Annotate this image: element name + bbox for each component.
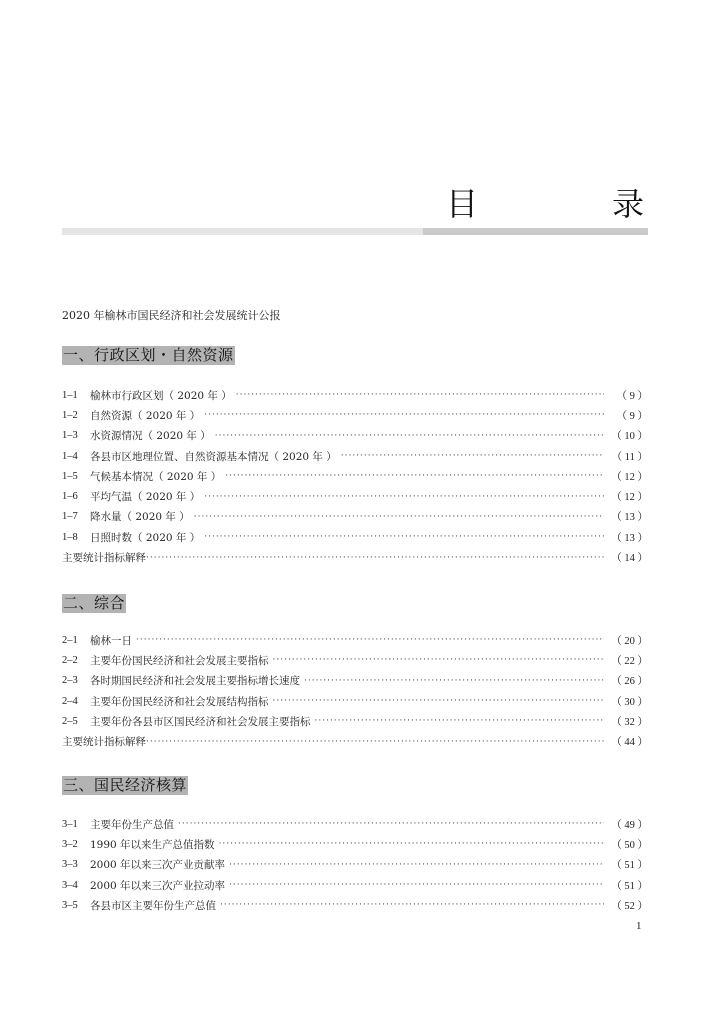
entry-title: 日照时数（ 2020 年 ） <box>90 531 201 544</box>
section-1 <box>62 345 648 565</box>
entry-title: 自然资源（ 2020 年 ） <box>90 409 201 422</box>
entry-number: 2–4 <box>62 695 78 707</box>
entry-page: （ 32 ） <box>611 716 648 728</box>
toc-entry[interactable] <box>62 855 648 875</box>
entry-number: 1–4 <box>62 450 78 462</box>
entry-number: 1–5 <box>62 470 78 482</box>
toc-entry[interactable] <box>62 895 648 915</box>
entry-page: （ 51 ） <box>611 880 648 892</box>
entry-page: （ 30 ） <box>611 696 648 708</box>
toc-entry[interactable] <box>62 405 648 425</box>
entry-page: （ 50 ） <box>611 839 648 851</box>
dot-leader <box>215 431 604 441</box>
entry-title: 主要统计指标解释 <box>62 552 146 565</box>
entry-page: （ 22 ） <box>611 655 648 667</box>
entry-title: 各县市区主要年份生产总值 <box>90 899 216 912</box>
entry-title: 各县市区地理位置、自然资源基本情况（ 2020 年 ） <box>90 450 337 463</box>
toc-entry[interactable] <box>62 650 648 670</box>
entry-page: （ 51 ） <box>611 860 648 872</box>
dot-leader <box>273 655 605 665</box>
entry-number: 2–2 <box>62 654 78 666</box>
toc-list <box>62 814 648 915</box>
toc-entry[interactable] <box>62 446 648 466</box>
entry-number: 1–7 <box>62 511 78 523</box>
dot-leader <box>194 512 604 522</box>
entry-title: 1990 年以来生产总值指数 <box>90 838 215 851</box>
entry-title: 主要年份国民经济和社会发展主要指标 <box>90 654 269 667</box>
dot-leader <box>229 880 604 890</box>
entry-number: 1–6 <box>62 491 78 503</box>
entry-page: （ 13 ） <box>611 532 648 544</box>
dot-leader <box>204 532 604 542</box>
dot-leader <box>236 390 604 400</box>
dot-leader <box>304 676 604 686</box>
toc-entry[interactable] <box>62 630 648 650</box>
toc-entry[interactable] <box>62 466 648 486</box>
toc-list <box>62 385 648 568</box>
section-heading: 二、综合 <box>63 594 126 612</box>
entry-title: 气候基本情况（ 2020 年 ） <box>90 470 222 483</box>
entry-number: 2–5 <box>62 715 78 727</box>
toc-title-char-1: 目 <box>446 185 479 223</box>
entry-title: 主要年份生产总值 <box>90 818 174 831</box>
entry-page: （ 13 ） <box>611 512 648 524</box>
entry-page: （ 10 ） <box>611 431 648 443</box>
entry-number: 3–3 <box>62 859 78 871</box>
toc-entry[interactable] <box>62 486 648 506</box>
toc-title <box>0 186 727 226</box>
entry-page: （ 26 ） <box>611 676 648 688</box>
section-2 <box>62 593 648 749</box>
toc-entry[interactable] <box>62 671 648 691</box>
entry-title: 平均气温（ 2020 年 ） <box>90 491 201 504</box>
entry-number: 3–1 <box>62 818 78 830</box>
entry-title: 榆林一日 <box>90 634 132 647</box>
dot-leader <box>136 635 604 645</box>
toc-entry[interactable] <box>62 834 648 854</box>
entry-number: 3–4 <box>62 879 78 891</box>
dot-leader <box>225 471 604 481</box>
title-underline-light <box>62 228 423 235</box>
entry-title: 降水量（ 2020 年 ） <box>90 511 190 524</box>
dot-leader <box>273 696 605 706</box>
entry-title: 各时期国民经济和社会发展主要指标增长速度 <box>90 675 300 688</box>
dot-leader <box>204 492 604 502</box>
toc-entry[interactable] <box>62 426 648 446</box>
entry-number: 3–2 <box>62 838 78 850</box>
toc-entry[interactable] <box>62 547 648 567</box>
entry-title: 主要年份国民经济和社会发展结构指标 <box>90 695 269 708</box>
entry-title: 主要统计指标解释 <box>62 736 146 749</box>
entry-number: 1–1 <box>62 389 78 401</box>
dot-leader <box>219 839 604 849</box>
section-heading: 一、行政区划・自然资源 <box>63 346 234 364</box>
entry-title: 主要年份各县市区国民经济和社会发展主要指标 <box>90 715 311 728</box>
toc-entry[interactable] <box>62 814 648 834</box>
entry-page: （ 49 ） <box>611 819 648 831</box>
report-subtitle: 2020 年榆林市国民经济和社会发展统计公报 <box>62 309 281 322</box>
entry-page: （ 11 ） <box>611 451 648 463</box>
entry-page: （ 52 ） <box>611 900 648 912</box>
toc-entry[interactable] <box>62 507 648 527</box>
dot-leader <box>146 737 604 747</box>
toc-title-char-2: 录 <box>612 185 645 223</box>
entry-page: （ 9 ） <box>616 410 648 422</box>
toc-entry[interactable] <box>62 711 648 731</box>
dot-leader <box>229 860 604 870</box>
toc-entry[interactable] <box>62 875 648 895</box>
dot-leader <box>220 900 604 910</box>
entry-page: （ 12 ） <box>611 471 648 483</box>
entry-page: （ 12 ） <box>611 492 648 504</box>
toc-entry[interactable] <box>62 731 648 751</box>
entry-number: 1–8 <box>62 531 78 543</box>
entry-number: 2–1 <box>62 634 78 646</box>
entry-page: （ 20 ） <box>611 635 648 647</box>
toc-entry[interactable] <box>62 385 648 405</box>
entry-number: 2–3 <box>62 675 78 687</box>
dot-leader <box>204 410 604 420</box>
dot-leader <box>178 819 604 829</box>
toc-entry[interactable] <box>62 527 648 547</box>
toc-list <box>62 630 648 752</box>
title-underline-dark <box>423 228 648 235</box>
entry-page: （ 9 ） <box>616 390 648 402</box>
entry-title: 2000 年以来三次产业拉动率 <box>90 879 226 892</box>
toc-entry[interactable] <box>62 691 648 711</box>
entry-title: 榆林市行政区划（ 2020 年 ） <box>90 389 232 402</box>
entry-page: （ 44 ） <box>611 737 648 749</box>
dot-leader <box>341 451 604 461</box>
entry-number: 3–5 <box>62 899 78 911</box>
dot-leader <box>315 716 605 726</box>
entry-title: 2000 年以来三次产业贡献率 <box>90 859 226 872</box>
entry-page: （ 14 ） <box>611 553 648 565</box>
dot-leader <box>146 553 604 563</box>
entry-number: 1–3 <box>62 430 78 442</box>
entry-title: 水资源情况（ 2020 年 ） <box>90 430 211 443</box>
section-3 <box>62 775 648 912</box>
page-number: 1 <box>636 920 642 932</box>
section-heading: 三、国民经济核算 <box>63 776 188 794</box>
entry-number: 1–2 <box>62 409 78 421</box>
